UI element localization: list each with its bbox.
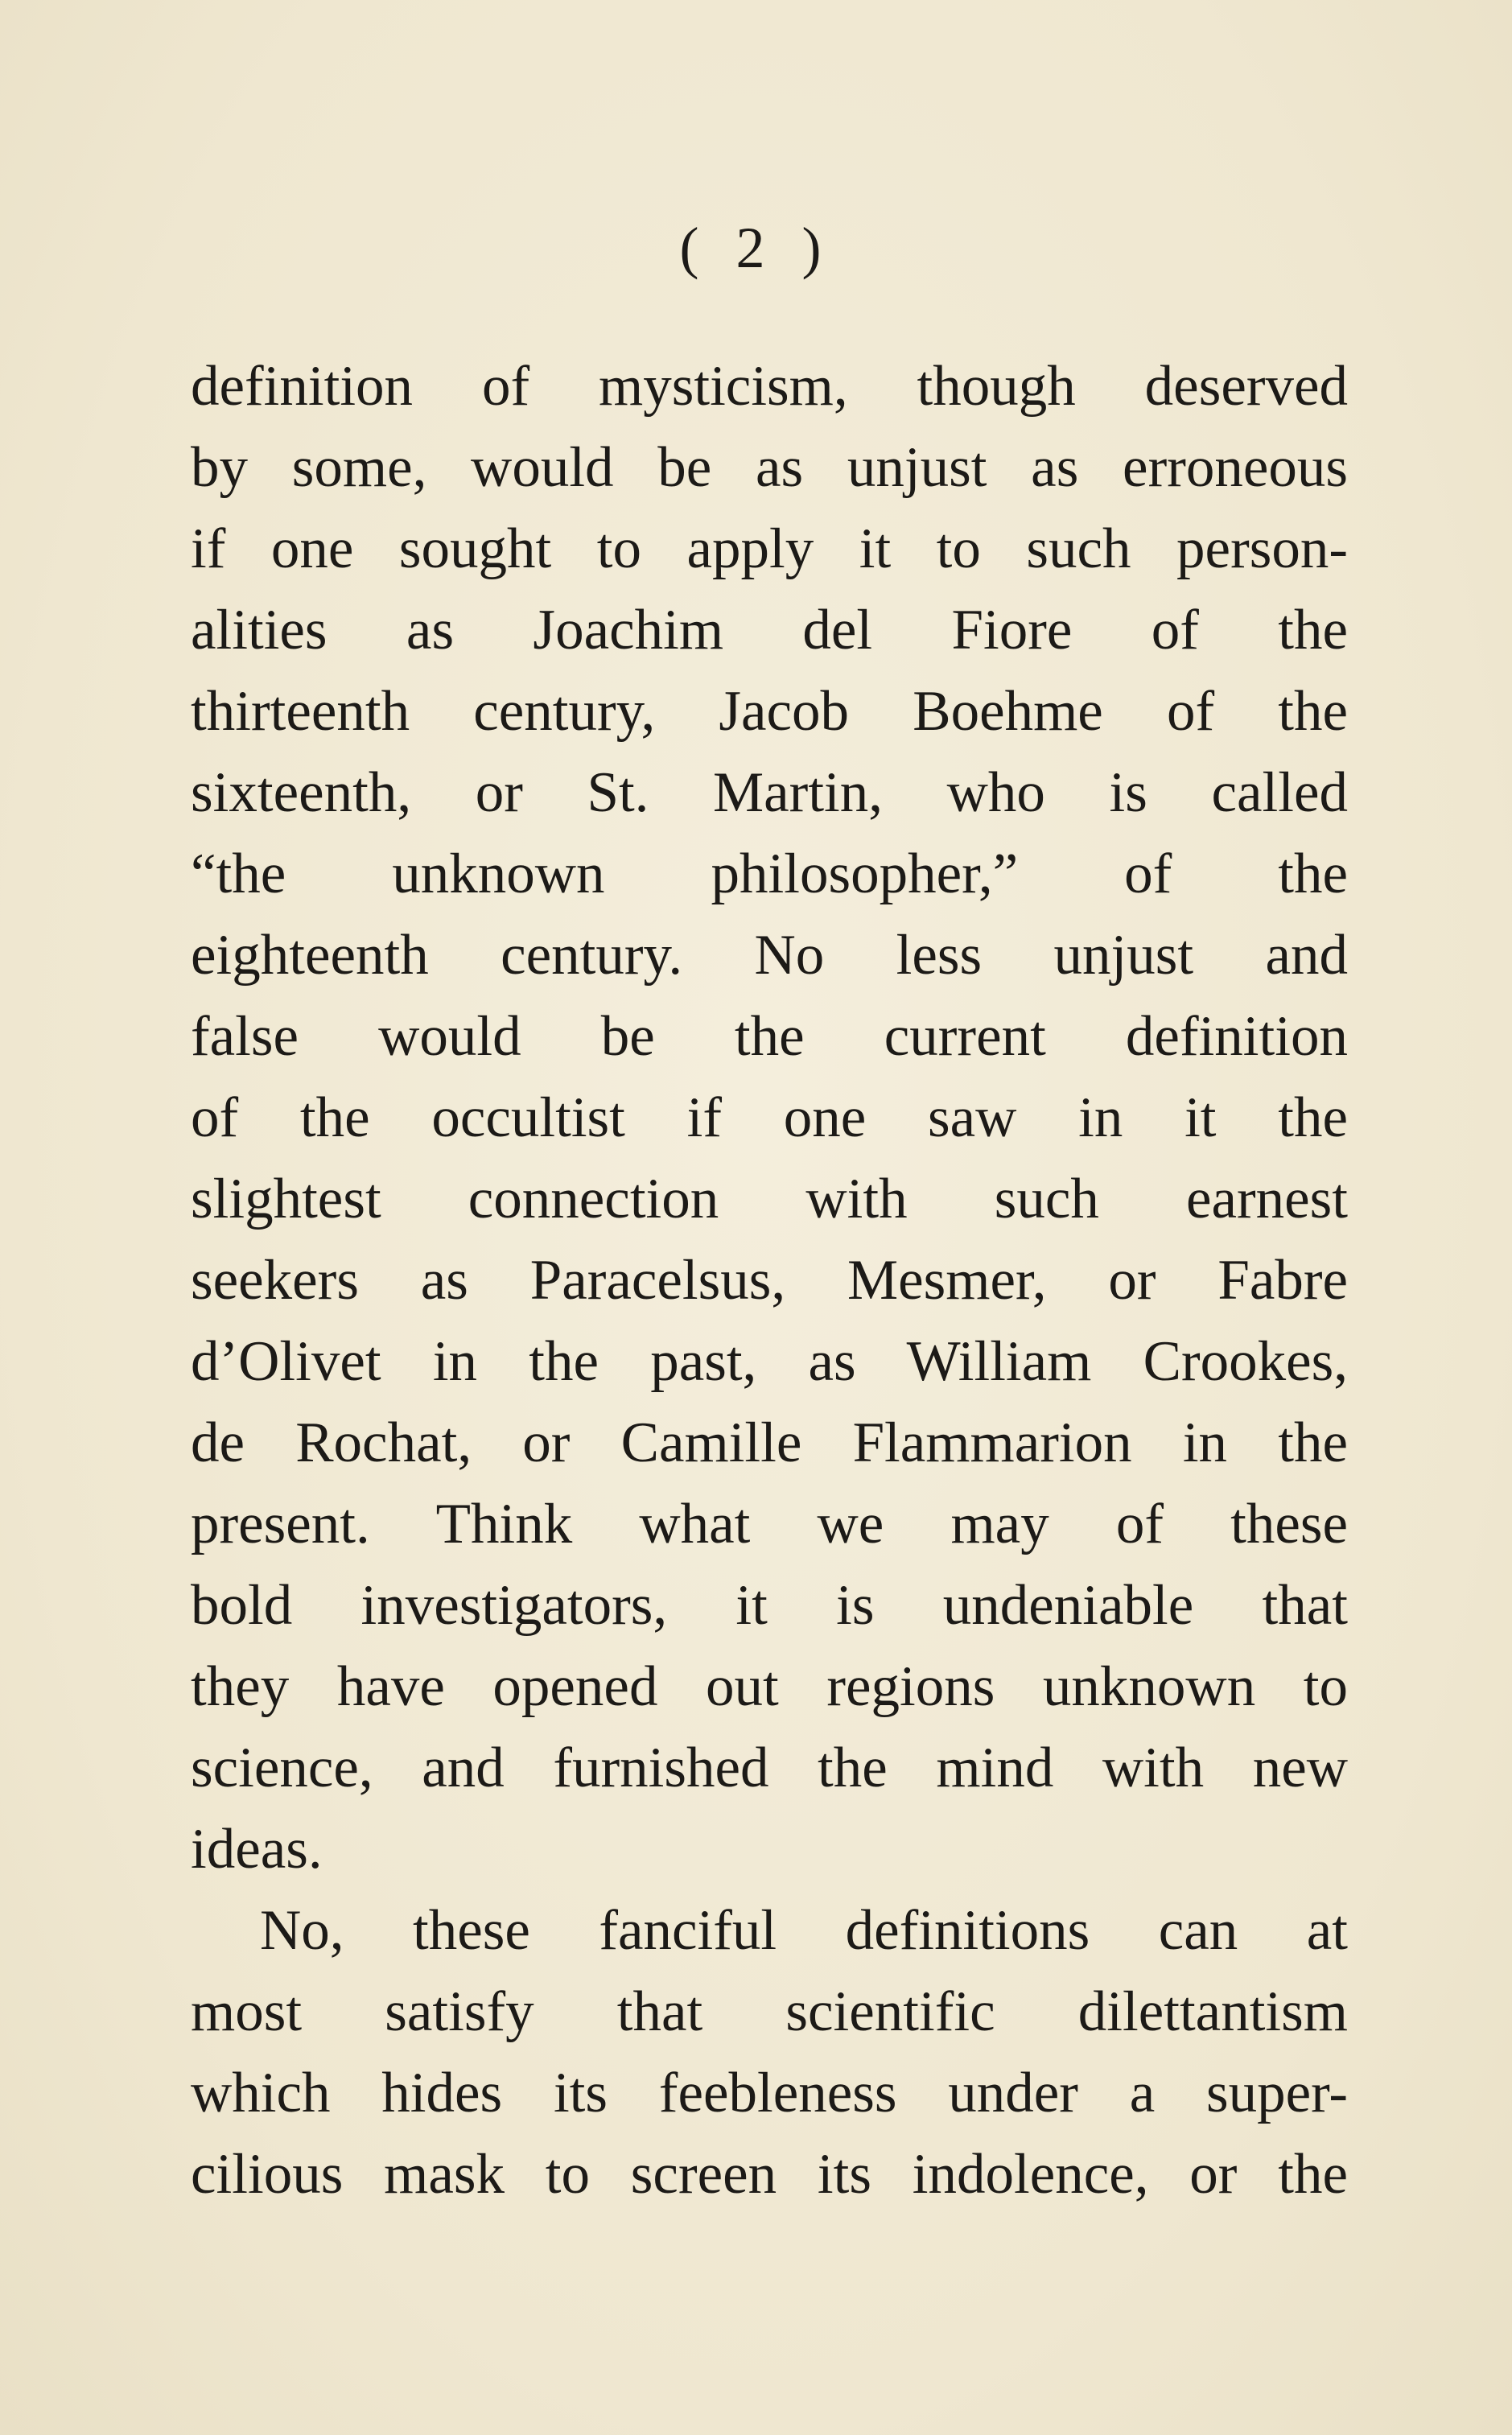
text-line: de Rochat, or Camille Flammarion in the	[191, 1411, 1348, 1474]
text-line: by some, would be as unjust as erroneous	[191, 436, 1348, 499]
text-line: No, these fanciful definitions can at	[260, 1899, 1348, 1962]
text-line: alities as Joachim del Fiore of the	[191, 599, 1348, 661]
text-line: d’Olivet in the past, as William Crookes,	[191, 1330, 1348, 1393]
text-line: ideas.	[191, 1818, 323, 1881]
text-line: slightest connection with such earnest	[191, 1168, 1348, 1230]
text-line: eighteenth century. No less unjust and	[191, 924, 1348, 987]
text-line: most satisfy that scientific dilettantism	[191, 1980, 1348, 2043]
text-line: cilious mask to screen its indolence, or the	[191, 2143, 1348, 2206]
text-line: sixteenth, or St. Martin, who is called	[191, 761, 1348, 824]
text-line: if one sought to apply it to such person-	[191, 517, 1348, 580]
text-line: thirteenth century, Jacob Boehme of the	[191, 680, 1348, 743]
text-line: they have opened out regions unknown to	[191, 1655, 1348, 1718]
text-line: science, and furnished the mind with new	[191, 1737, 1348, 1799]
text-line: seekers as Paracelsus, Mesmer, or Fabre	[191, 1249, 1348, 1312]
text-line: false would be the current definition	[191, 1005, 1348, 1068]
page-number: ( 2 )	[679, 216, 833, 280]
text-line: of the occultist if one saw in it the	[191, 1086, 1348, 1149]
body-text	[191, 346, 1348, 2215]
text-line: definition of mysticism, though deserved	[191, 355, 1348, 418]
text-line: bold investigators, it is undeniable that	[191, 1574, 1348, 1637]
text-line: which hides its feebleness under a super-	[191, 2062, 1348, 2124]
text-line: present. Think what we may of these	[191, 1493, 1348, 1555]
text-line: “the unknown philosopher,” of the	[191, 843, 1348, 905]
